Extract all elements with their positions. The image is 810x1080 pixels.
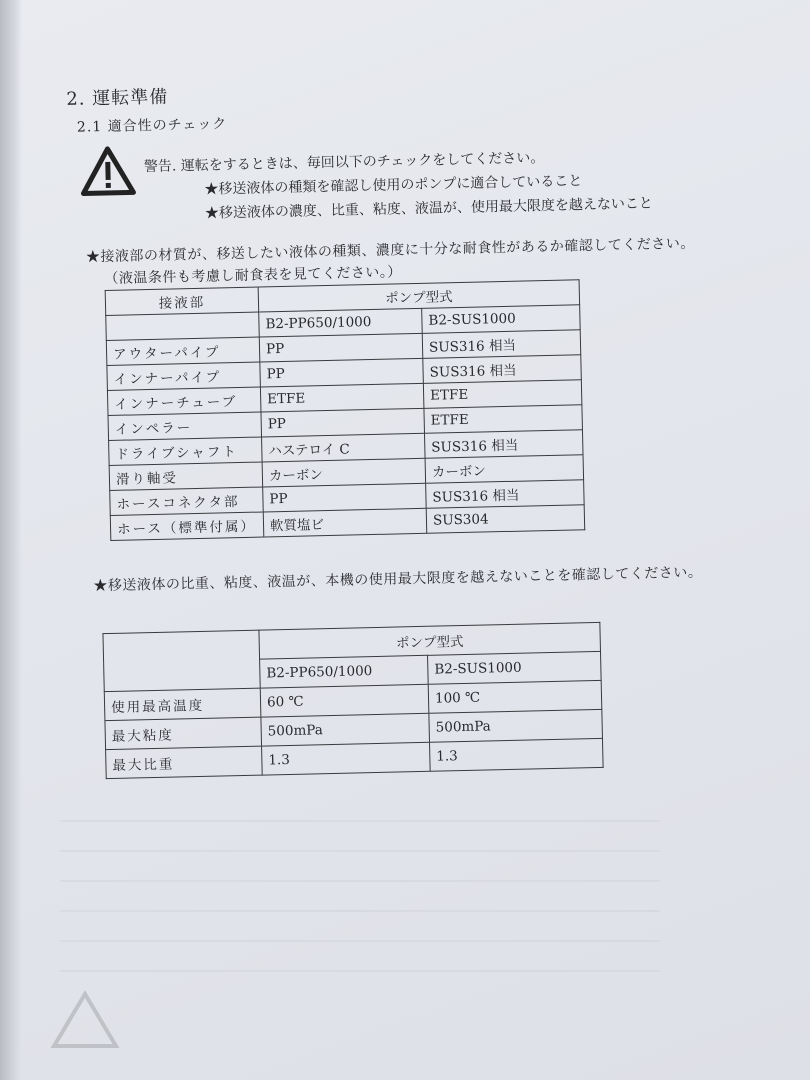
limit-b: 500mPa <box>429 709 603 742</box>
material-b: カーボン <box>425 455 584 484</box>
limit-b: 100 ℃ <box>428 680 602 713</box>
material-a: PP <box>259 333 423 362</box>
material-table <box>105 279 586 541</box>
header-pump-model: ポンプ型式 <box>259 622 601 659</box>
part-name: 滑り軸受 <box>109 462 263 490</box>
material-a: PP <box>261 408 425 437</box>
warning-line-3: ★移送液体の濃度、比重、粘度、液温が、使用最大限度を越えないこと <box>204 195 654 222</box>
warning-block <box>79 131 763 228</box>
limit-item: 使用最高温度 <box>104 688 261 721</box>
bleed-through-text <box>60 820 660 980</box>
limit-item: 最大比重 <box>106 746 263 779</box>
warning-line-2: ★移送液体の種類を確認し使用のポンプに適合していること <box>204 173 583 198</box>
model-b: B2-SUS1000 <box>428 651 602 684</box>
limits-table <box>102 622 603 779</box>
material-b: SUS316 相当 <box>422 330 581 359</box>
warning-text <box>144 144 654 228</box>
warning-triangle-icon <box>79 145 136 196</box>
part-name: インナーチューブ <box>107 387 261 415</box>
limit-b: 1.3 <box>430 738 604 771</box>
page-content <box>60 69 776 780</box>
part-name: インペラー <box>108 412 262 440</box>
limit-a: 60 ℃ <box>260 684 429 717</box>
material-b: ETFE <box>424 405 583 434</box>
faint-warning-icon <box>50 990 120 1050</box>
empty-cell <box>106 312 260 340</box>
part-name: ドライブシャフト <box>109 437 263 465</box>
part-name: インナーパイプ <box>107 362 261 390</box>
model-a: B2-PP650/1000 <box>260 655 429 688</box>
model-a: B2-PP650/1000 <box>259 308 423 337</box>
material-a: ETFE <box>260 383 424 412</box>
material-b: SUS316 相当 <box>423 355 582 384</box>
limit-item: 最大粘度 <box>105 717 262 750</box>
warning-line-1: 警告. 運転をするときは、毎回以下のチェックをしてください。 <box>143 150 545 176</box>
empty-cell <box>103 630 260 692</box>
header-pump-model: ポンプ型式 <box>258 280 579 312</box>
material-b: SUS316 相当 <box>426 480 585 509</box>
material-b: SUS304 <box>426 505 585 534</box>
material-a: PP <box>260 358 424 387</box>
subsection-title: 2.1 適合性のチェック <box>76 116 228 136</box>
limit-a: 1.3 <box>262 742 431 775</box>
limits-note: ★移送液体の比重、粘度、液温が、本機の使用最大限度を越えないことを確認してください。 <box>93 564 703 595</box>
part-name: ホースコネクタ部 <box>110 487 264 515</box>
material-b: ETFE <box>423 380 582 409</box>
model-b: B2-SUS1000 <box>422 305 581 334</box>
material-a: カーボン <box>262 458 426 487</box>
material-a: PP <box>263 483 427 512</box>
material-note-sub: （液温条件も考慮し耐食表を見てください。） <box>104 264 403 288</box>
material-a: 軟質塩ビ <box>263 508 427 537</box>
material-b: SUS316 相当 <box>424 430 583 459</box>
section-title: 2. 運転準備 <box>66 86 169 110</box>
material-a: ハステロイ C <box>262 433 426 462</box>
part-name: アウターパイプ <box>106 337 260 365</box>
material-note: ★接液部の材質が、移送したい液体の種類、濃度に十分な耐食性があるか確認してください。 <box>85 235 695 266</box>
part-name: ホース（標準付属） <box>110 512 264 540</box>
page-edge-shadow <box>0 0 22 1080</box>
limit-a: 500mPa <box>261 713 430 746</box>
header-part: 接液部 <box>105 287 259 315</box>
